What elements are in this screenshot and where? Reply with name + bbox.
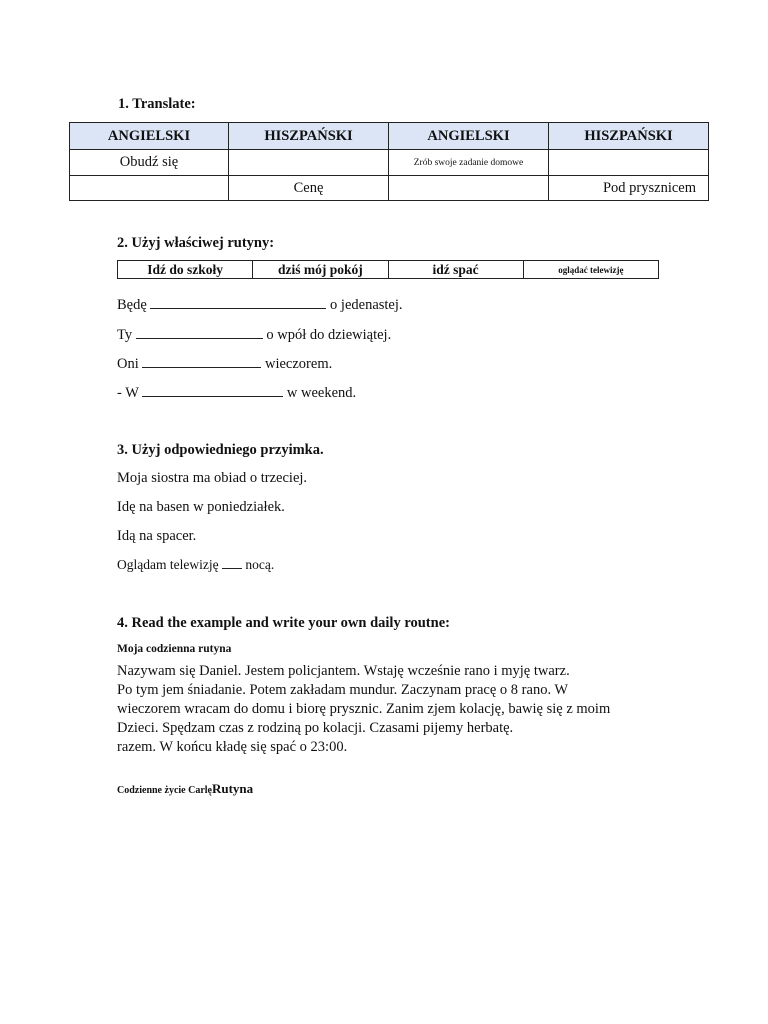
sentence-start: Oglądam telewizję	[117, 557, 219, 572]
word-bank-item: dziś mój pokój	[253, 261, 388, 279]
sentence-start: Będę	[117, 297, 147, 313]
answer-blank[interactable]	[142, 355, 261, 368]
section1-title: 1. Translate:	[118, 96, 196, 112]
paragraph-line: Po tym jem śniadanie. Potem zakładam mundur. Zaczynam pracę o 8 rano. W	[117, 682, 569, 698]
sentence-start: Ty	[117, 327, 133, 343]
prompt-title-large: Rutyna	[211, 781, 254, 796]
table-cell: Pod prysznicem	[549, 176, 709, 201]
answer-blank[interactable]	[142, 384, 283, 397]
answer-blank[interactable]	[222, 556, 242, 569]
fill-sentence	[117, 384, 356, 402]
table-row	[70, 150, 709, 176]
prompt-title-small: Codzienne życie Carlę	[117, 785, 212, 796]
paragraph-line: razem. W końcu kładę się spać o 23:00.	[117, 739, 348, 755]
header-spanish-2: HISZPAŃSKI	[549, 123, 709, 150]
exercise-line: Idą na spacer.	[117, 528, 197, 544]
sentence-start: - W	[117, 385, 139, 401]
answer-cell[interactable]	[549, 150, 709, 176]
word-bank-item: idź spać	[388, 261, 523, 279]
answer-blank[interactable]	[136, 326, 263, 339]
word-bank	[117, 260, 659, 279]
exercise-line: Idę na basen w poniedziałek.	[117, 499, 285, 515]
answer-cell[interactable]	[389, 176, 549, 201]
fill-sentence	[117, 296, 403, 314]
sentence-end: nocą.	[245, 557, 275, 572]
paragraph-line: Dzieci. Spędzam czas z rodziną po kolacji. Czasami pijemy herbatę.	[117, 720, 514, 736]
exercise-line: Moja siostra ma obiad o trzeciej.	[117, 470, 308, 486]
fill-sentence	[117, 355, 332, 373]
example-paragraph	[117, 662, 647, 757]
table-cell: Zrób swoje zadanie domowe	[389, 150, 549, 176]
fill-sentence	[117, 556, 274, 573]
answer-blank[interactable]	[150, 296, 326, 309]
table-cell: Cenę	[229, 176, 389, 201]
table-row	[70, 176, 709, 201]
paragraph-line: Nazywam się Daniel. Jestem policjantem. Wstaję wcześnie rano i myję twarz.	[117, 663, 570, 679]
sentence-end: o jedenastej.	[330, 297, 403, 313]
fill-sentence	[117, 326, 391, 344]
translation-table-header	[70, 123, 709, 150]
section2-title: 2. Użyj właściwej rutyny:	[117, 235, 275, 251]
header-english-1: ANGIELSKI	[70, 123, 229, 150]
header-english-2: ANGIELSKI	[389, 123, 549, 150]
translation-table	[69, 122, 709, 201]
paragraph-line: wieczorem wracam do domu i biorę prysznic. Zanim zjem kolację, bawię się z moim	[117, 701, 611, 717]
word-bank-item: oglądać telewizję	[523, 261, 658, 279]
word-bank-item: Idź do szkoły	[118, 261, 253, 279]
sentence-start: Oni	[117, 356, 139, 372]
answer-cell[interactable]	[70, 176, 229, 201]
section3-title: 3. Użyj odpowiedniego przyimka.	[117, 442, 324, 458]
header-spanish-1: HISZPAŃSKI	[229, 123, 389, 150]
sentence-end: wieczorem.	[265, 356, 333, 372]
section4-title: 4. Read the example and write your own daily routne:	[117, 615, 450, 631]
table-cell: Obudź się	[70, 150, 229, 176]
sentence-end: o wpół do dziewiątej.	[266, 327, 392, 343]
example-subtitle: Moja codzienna rutyna	[117, 643, 232, 655]
answer-cell[interactable]	[229, 150, 389, 176]
sentence-end: w weekend.	[286, 385, 357, 401]
writing-prompt-title	[117, 780, 253, 798]
